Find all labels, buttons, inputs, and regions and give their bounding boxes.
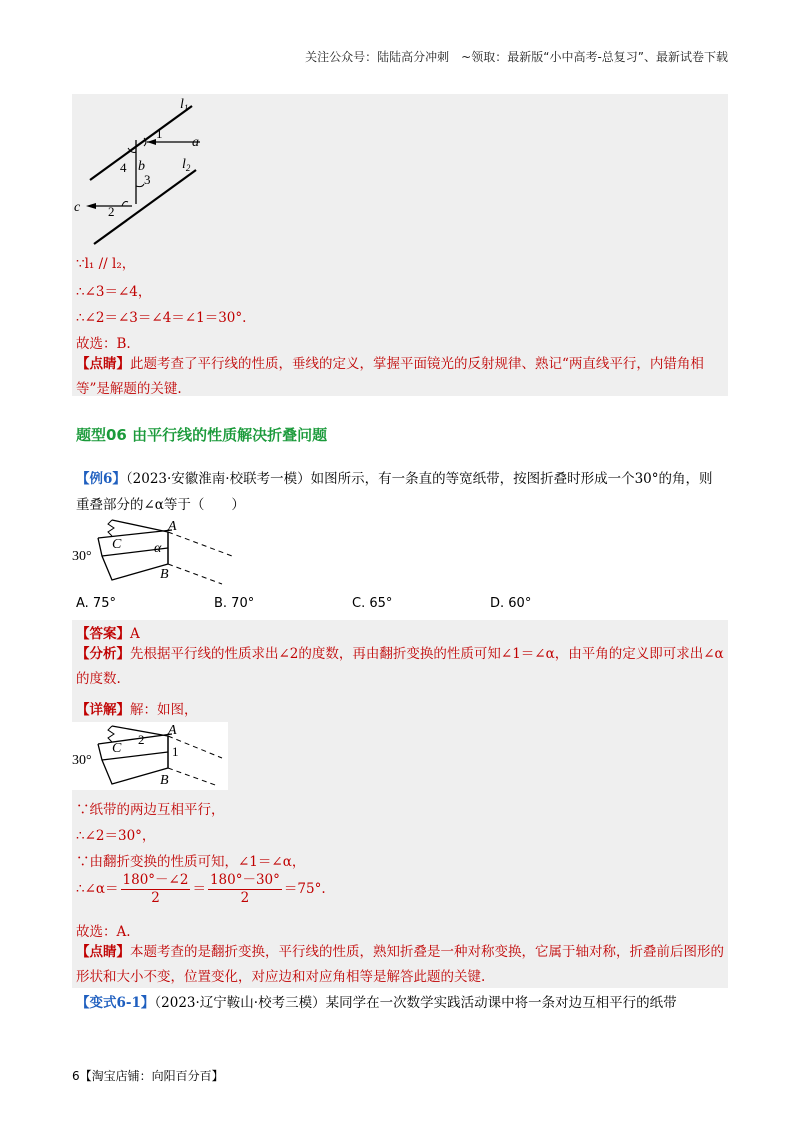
answer-text: A (130, 626, 140, 642)
option-a[interactable]: A. 75° (76, 596, 116, 611)
option-b[interactable]: B. 70° (214, 596, 255, 611)
fold-solution-figure (72, 722, 228, 790)
detail-text: 解：如图， (130, 702, 198, 718)
page-footer: 6【淘宝店铺：向阳百分百】 (72, 1069, 224, 1083)
point-a-label: A (168, 519, 177, 534)
solution-line-2: ∴∠2＝30°， (76, 828, 156, 844)
label-c: c (74, 200, 81, 215)
option-d[interactable]: D. 60° (490, 596, 532, 611)
example-text: （2023·安徽淮南·校联考一模）如图所示，有一条直的等宽纸带，按图折叠时形成一个30°的角，则重叠部分的∠α等于（ ） (76, 471, 713, 513)
prev-comment (76, 352, 726, 402)
solution-line-3: ∵由翻折变换的性质可知，∠1＝∠α， (76, 854, 306, 870)
point-c-label: C (112, 537, 122, 552)
answer-line (76, 622, 140, 642)
angle-30-label: 30° (72, 549, 92, 564)
fraction-2-den: 2 (240, 890, 250, 906)
fraction-2 (208, 872, 282, 907)
comment-text: 此题考查了平行线的性质，垂线的定义，掌握平面镜光的反射规律、熟记“两直线平行，内错角相等”是解题的关键. (76, 356, 704, 397)
fraction-1 (121, 872, 191, 907)
equals-sign: ＝ (192, 881, 206, 897)
analysis (76, 642, 726, 692)
point-b-label-2: B (160, 773, 169, 788)
example-tag: 【例6】 (76, 471, 126, 487)
analysis-text: 先根据平行线的性质求出∠2的度数，再由翻折变换的性质可知∠1＝∠α，由平角的定义即可求出∠α的度数. (76, 646, 724, 687)
comment-2 (76, 940, 726, 990)
page-header: 关注公众号：陆陆高分冲刺 ~领取：最新版“小中高考-总复习”、最新试卷下载 (305, 50, 728, 64)
section-title: 题型06 由平行线的性质解决折叠问题 (76, 426, 328, 444)
alpha-label: α (154, 541, 162, 556)
angle-1-label-2: 1 (172, 744, 179, 759)
comment-tag: 【点睛】 (76, 356, 130, 372)
point-a-label-2: A (168, 723, 177, 738)
analysis-tag: 【分析】 (76, 646, 130, 662)
angle-2-label: 2 (108, 204, 115, 219)
label-b: b (138, 159, 145, 174)
angle-30-label-2: 30° (72, 753, 92, 768)
variant-question (76, 990, 726, 1016)
label-a: a (192, 135, 199, 150)
solution-line-4 (76, 872, 326, 907)
reflection-figure (72, 94, 242, 254)
fold-figure (72, 516, 242, 590)
variant-tag: 【变式6-1】 (76, 995, 155, 1011)
prev-line-4: 故选：B. (76, 336, 131, 352)
formula-suffix: ＝75°. (283, 881, 326, 897)
point-c-label-2: C (112, 741, 122, 756)
label-l1: $l_1$ (180, 97, 189, 113)
prev-line-1: ∵l₁ // l₂， (76, 256, 136, 272)
example-question (76, 466, 726, 518)
solution-line-5: 故选：A. (76, 924, 131, 940)
solution-line-1: ∵纸带的两边互相平行， (76, 802, 225, 818)
point-b-label: B (160, 567, 169, 582)
formula-prefix: ∴∠α＝ (76, 881, 119, 897)
angle-1-label: 1 (156, 126, 163, 141)
detail-tag: 【详解】 (76, 702, 130, 718)
fraction-1-den: 2 (151, 890, 160, 906)
angle-3-label: 3 (144, 172, 151, 187)
angle-2-label-2: 2 (138, 732, 145, 747)
detail-line (76, 698, 198, 718)
label-l2: $l_2$ (182, 157, 191, 173)
fraction-2-num: 180°－30° (209, 872, 280, 888)
variant-text: （2023·辽宁鞍山·校考三模）某同学在一次数学实践活动课中将一条对边互相平行的纸带 (154, 995, 677, 1011)
angle-4-label: 4 (120, 160, 127, 175)
comment-2-text: 本题考查的是翻折变换，平行线的性质，熟知折叠是一种对称变换，它属于轴对称，折叠前后图形的形状和大小不变，位置变化，对应边和对应角相等是解答此题的关键. (76, 944, 724, 985)
option-c[interactable]: C. 65° (352, 596, 393, 611)
comment-2-tag: 【点睛】 (76, 944, 130, 960)
fraction-1-num: 180°－∠2 (122, 872, 189, 888)
answer-tag: 【答案】 (76, 626, 130, 642)
prev-line-2: ∴∠3＝∠4， (76, 284, 152, 300)
prev-line-3: ∴∠2＝∠3＝∠4＝∠1＝30°. (76, 310, 247, 326)
